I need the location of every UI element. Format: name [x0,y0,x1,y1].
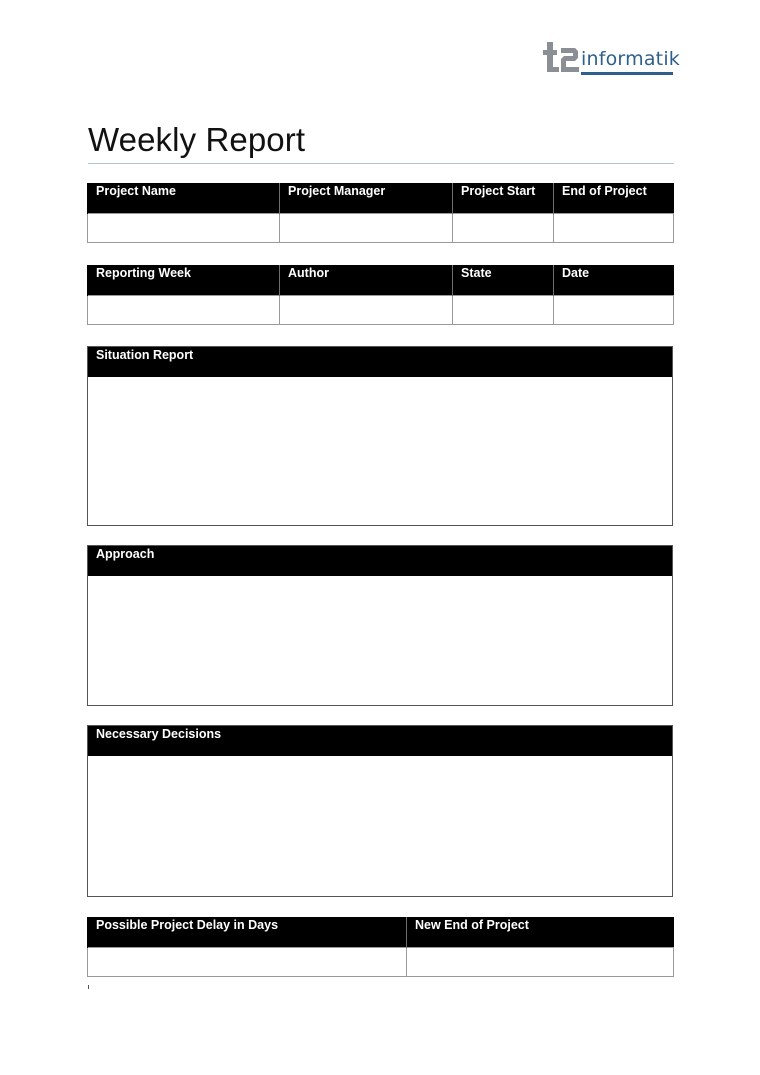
table-row [88,947,674,976]
header-date: Date [554,265,674,295]
situation-report-field[interactable] [88,377,672,525]
approach-heading: Approach [88,546,672,576]
table-header-row [88,183,674,213]
necessary-decisions-heading: Necessary Decisions [88,726,672,756]
reporting-info-table [87,265,674,325]
paragraph-mark [88,985,89,989]
page-title: Weekly Report [88,121,306,158]
logo-underline [581,72,673,75]
reporting-week-field[interactable] [88,295,280,324]
approach-section [87,545,673,706]
project-manager-field[interactable] [280,213,453,242]
date-field[interactable] [554,295,674,324]
new-end-of-project-field[interactable] [407,947,674,976]
title-divider [88,163,674,164]
situation-report-heading: Situation Report [88,347,672,377]
situation-report-section [87,346,673,526]
header-new-end-of-project: New End of Project [407,917,674,947]
table-header-row [88,917,674,947]
project-delay-table [87,917,674,977]
logo-wordmark: informatik [581,48,680,70]
necessary-decisions-field[interactable] [88,756,672,896]
header-reporting-week: Reporting Week [88,265,280,295]
author-field[interactable] [280,295,453,324]
table-row [88,213,674,242]
end-of-project-field[interactable] [554,213,674,242]
header-possible-project-delay: Possible Project Delay in Days [88,917,407,947]
header-state: State [453,265,554,295]
necessary-decisions-section [87,725,673,897]
header-end-of-project: End of Project [554,183,674,213]
approach-field[interactable] [88,576,672,705]
header-author: Author [280,265,453,295]
table-header-row [88,265,674,295]
table-row [88,295,674,324]
state-field[interactable] [453,295,554,324]
project-delay-days-field[interactable] [88,947,407,976]
project-name-field[interactable] [88,213,280,242]
header-project-name: Project Name [88,183,280,213]
t2informatik-logo [541,40,680,78]
header-project-start: Project Start [453,183,554,213]
header-project-manager: Project Manager [280,183,453,213]
t2-logo-mark-icon [541,40,581,76]
project-start-field[interactable] [453,213,554,242]
project-info-table [87,183,674,243]
